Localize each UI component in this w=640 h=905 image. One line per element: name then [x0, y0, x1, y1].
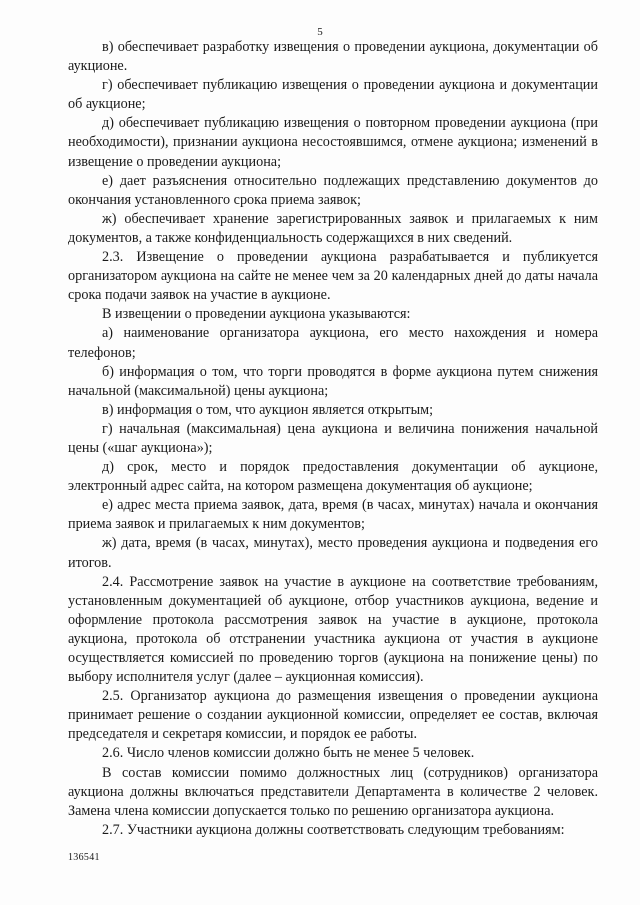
document-id: 136541	[68, 852, 100, 863]
paragraph: е) адрес места приема заявок, дата, время (в часах, минутах) начала и окончания приема заявок и прилагаемых к ним документов;	[68, 497, 598, 533]
section-2-7-paragraph: 2.7. Участники аукциона должны соответствовать следующим требованиям:	[102, 821, 565, 838]
section-2-4-paragraph: 2.4. Рассмотрение заявок на участие в аукционе на соответствие требованиям, установленным документацией об аукционе, отбор участников аукциона, ведение и оформление протокола рассмотрения заявок на участие в аукционе, протокола аукциона, протокола об отстранении участника аукциона от участия в аукционе осуществляется комиссией по проведению торгов (аукциона на понижение цены) по выбору исполнителя услуг (далее – аукционная комиссия).	[68, 573, 598, 686]
section-2-3-paragraph: 2.3. Извещение о проведении аукциона разрабатывается и публикуется организатором аукциона на сайте не менее чем за 20 календарных дней до даты начала срока подачи заявок на участие в аукционе.	[68, 249, 598, 304]
paragraph: а) наименование организатора аукциона, его место нахождения и номера телефонов;	[68, 325, 598, 361]
paragraph: В извещении о проведении аукциона указываются:	[102, 306, 411, 323]
paragraph: В состав комиссии помимо должностных лиц (сотрудников) организатора аукциона должны включаться представители Департамента в количестве 2 человек. Замена члена комиссии допускается только по решению организатора аукциона.	[68, 764, 598, 819]
paragraph: д) обеспечивает публикацию извещения о повторном проведении аукциона (при необходимости), признании аукциона несостоявшимся, отмене аукциона; изменений в извещение о проведении аукциона;	[68, 115, 598, 170]
paragraph: г) обеспечивает публикацию извещения о проведении аукциона и документации об аукционе;	[68, 77, 598, 113]
paragraph: в) обеспечивает разработку извещения о проведении аукциона, документации об аукционе.	[68, 39, 598, 75]
document-body	[68, 38, 598, 840]
page-number: 5	[317, 26, 323, 38]
section-2-6-paragraph: 2.6. Число членов комиссии должно быть не менее 5 человек.	[102, 745, 475, 762]
paragraph: е) дает разъяснения относительно подлежащих представлению документов до окончания установленного срока приема заявок;	[68, 172, 598, 208]
paragraph: б) информация о том, что торги проводятся в форме аукциона путем снижения начальной (максимальной) цены аукциона;	[68, 363, 598, 399]
paragraph: ж) дата, время (в часах, минутах), место проведения аукциона и подведения его итогов.	[68, 535, 598, 571]
paragraph: д) срок, место и порядок предоставления документации об аукционе, электронный адрес сайта, на котором размещена документация об аукционе;	[68, 459, 598, 495]
paragraph: г) начальная (максимальная) цена аукциона и величина понижения начальной цены («шаг аукциона»);	[68, 420, 598, 456]
paragraph: ж) обеспечивает хранение зарегистрированных заявок и прилагаемых к ним документов, а также конфиденциальность содержащихся в них сведений.	[68, 210, 598, 246]
paragraph: в) информация о том, что аукцион является открытым;	[102, 401, 434, 418]
section-2-5-paragraph: 2.5. Организатор аукциона до размещения извещения о проведении аукциона принимает решение о создании аукционной комиссии, определяет ее состав, включая председателя и секретаря комиссии, и порядок ее работы.	[68, 688, 598, 743]
